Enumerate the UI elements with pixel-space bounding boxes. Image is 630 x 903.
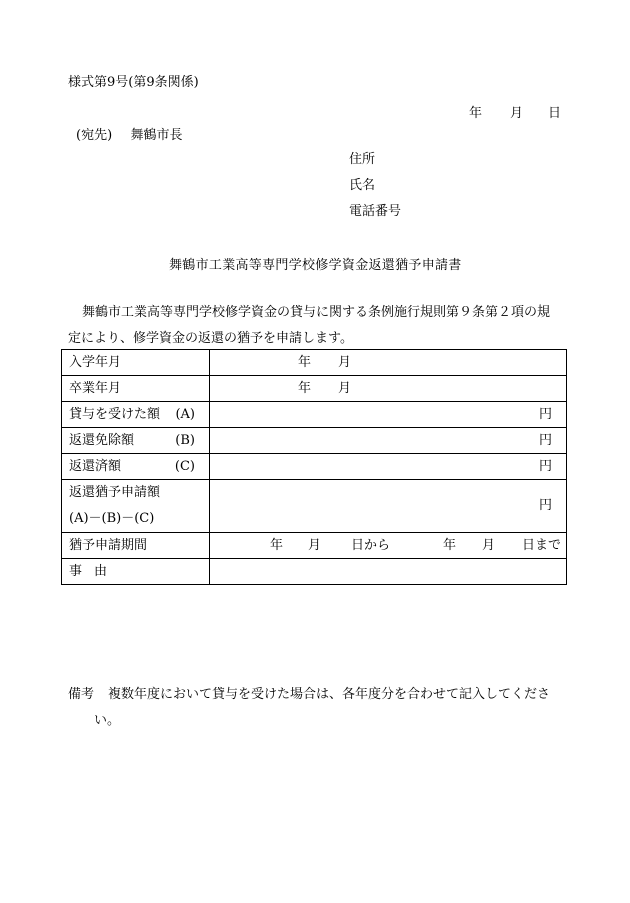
amount-repaid-code: (C): [174, 458, 195, 474]
row-deferral-period: [62, 533, 567, 559]
deferral-amount-formula: (A)－(B)－(C): [69, 511, 155, 526]
amount-repaid-unit: 円: [538, 458, 552, 474]
reason-label-cell: [62, 559, 210, 585]
row-graduation: [62, 376, 567, 402]
date-year-label: 年: [469, 106, 483, 121]
application-table: [61, 349, 567, 585]
amount-received-label-cell: [62, 402, 210, 428]
date-day-label: 日: [548, 106, 562, 121]
intro-line-2: 定により、修学資金の返還の猶予を申請します。: [68, 331, 353, 346]
deferral-amount-label: 返還猶予申請額: [69, 485, 161, 500]
amount-exempted-unit: 円: [538, 432, 552, 448]
period-from-day: 日から: [351, 537, 391, 553]
row-reason: [62, 559, 567, 585]
applicant-name-label: 氏名: [349, 178, 376, 193]
addressee-name: 舞鶴市長: [130, 128, 183, 143]
reason-value-cell[interactable]: [210, 559, 567, 585]
amount-repaid-label: 返還済額: [69, 458, 122, 474]
period-to-day: 日まで: [522, 537, 562, 553]
deferral-amount-unit: 円: [538, 498, 552, 514]
graduation-label: 卒業年月: [62, 376, 210, 402]
row-amount-received: [62, 402, 567, 428]
amount-repaid-label-cell: [62, 454, 210, 480]
admission-value-cell[interactable]: [210, 350, 567, 376]
remarks-text-line-2: い。: [94, 713, 121, 728]
graduation-year-label: 年: [298, 380, 312, 396]
applicant-phone-label: 電話番号: [349, 204, 402, 219]
row-deferral-amount: [62, 480, 567, 533]
remarks-heading: 備考: [68, 687, 95, 702]
amount-received-label: 貸与を受けた額: [69, 406, 161, 422]
graduation-month-label: 月: [338, 380, 352, 396]
graduation-value-cell[interactable]: [210, 376, 567, 402]
amount-received-value-cell[interactable]: [210, 402, 567, 428]
amount-exempted-value-cell[interactable]: [210, 428, 567, 454]
form-number: 様式第9号(第9条関係): [68, 75, 199, 90]
intro-line-1: 舞鶴市工業高等専門学校修学資金の貸与に関する条例施行規則第９条第２項の規: [82, 305, 551, 320]
addressee-prefix: (宛先): [76, 128, 113, 143]
applicant-address-label: 住所: [349, 152, 376, 167]
remarks-text-line-1: 複数年度において貸与を受けた場合は、各年度分を合わせて記入してくださ: [108, 687, 551, 702]
date-month-label: 月: [510, 106, 524, 121]
amount-received-code: (A): [175, 406, 195, 422]
admission-label: 入学年月: [62, 350, 210, 376]
period-from-month: 月: [308, 537, 322, 553]
period-from-year: 年: [270, 537, 284, 553]
amount-repaid-value-cell[interactable]: [210, 454, 567, 480]
deferral-period-value-cell[interactable]: [210, 533, 567, 559]
deferral-period-label: 猶予申請期間: [62, 533, 210, 559]
amount-exempted-label-cell: [62, 428, 210, 454]
admission-year-label: 年: [298, 354, 312, 370]
admission-month-label: 月: [338, 354, 352, 370]
amount-exempted-label: 返還免除額: [69, 432, 135, 448]
intro-paragraph: [68, 300, 568, 352]
period-to-year: 年: [443, 537, 457, 553]
reason-label: 事由: [69, 563, 120, 579]
addressee: [76, 128, 182, 144]
row-amount-exempted: [62, 428, 567, 454]
amount-received-unit: 円: [538, 406, 552, 422]
row-amount-repaid: [62, 454, 567, 480]
row-admission: [62, 350, 567, 376]
amount-exempted-code: (B): [175, 432, 195, 448]
deferral-amount-value-cell[interactable]: [210, 480, 567, 533]
document-title: 舞鶴市工業高等専門学校修学資金返還猶予申請書: [169, 258, 462, 273]
period-to-month: 月: [482, 537, 496, 553]
deferral-amount-label-cell: [62, 480, 210, 533]
